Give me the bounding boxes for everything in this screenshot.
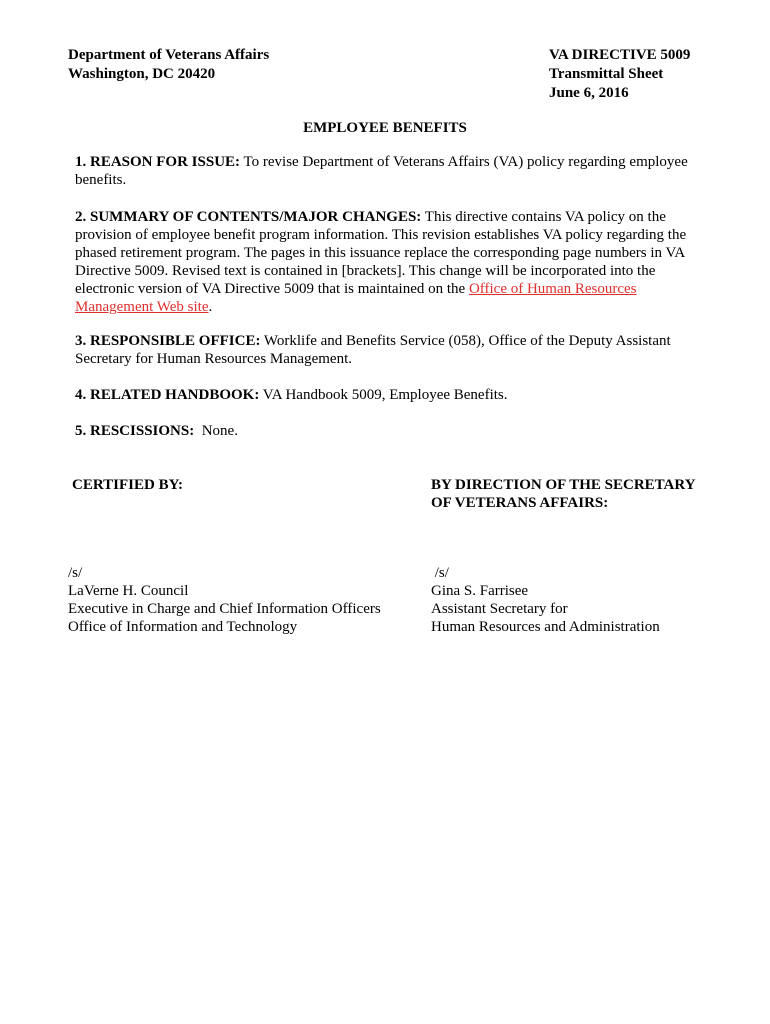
responsible-text: Worklife and Benefits Service (058), Office of the Deputy Assistant Secretary for Human Resources Management. [75, 333, 671, 367]
related-handbook-section [75, 386, 695, 404]
directive-number: VA DIRECTIVE 5009 [549, 47, 691, 63]
signer-signature-mark: /s/ [431, 565, 449, 581]
summary-tail: . [208, 299, 213, 315]
rescissions-section [75, 422, 695, 440]
directive-date: June 6, 2016 [549, 85, 629, 101]
handbook-text: VA Handbook 5009, Employee Benefits. [259, 387, 508, 403]
signer-name: Gina S. Farrisee [431, 583, 529, 599]
signer-title: Assistant Secretary for [431, 601, 568, 617]
directive-identifier [549, 46, 690, 103]
certifier-signature-mark: /s/ [68, 565, 83, 581]
department-location: Washington, DC 20420 [68, 66, 216, 82]
rescissions-text: None. [194, 423, 238, 439]
certified-by-heading [72, 476, 183, 494]
certifier-name: LaVerne H. Council [68, 583, 189, 599]
certifier-office: Office of Information and Technology [68, 619, 298, 635]
handbook-heading: 4. RELATED HANDBOOK: [75, 387, 260, 403]
hr-website-link[interactable]: Office of Human Resources Management Web site [75, 281, 637, 315]
summary-section [75, 208, 695, 316]
direction-line-2: OF VETERANS AFFAIRS: [431, 495, 609, 511]
reason-text: To revise Department of Veterans Affairs (VA) policy regarding employee benefits. [75, 154, 688, 188]
certified-by-label: CERTIFIED BY: [72, 477, 184, 493]
certifier-signature-block [68, 564, 381, 636]
issuer-address [68, 46, 269, 84]
responsible-office-section [75, 332, 695, 368]
reason-section [75, 153, 695, 189]
direction-line-1: BY DIRECTION OF THE SECRETARY [431, 477, 696, 493]
secretary-signature-block [431, 564, 660, 636]
direction-heading [431, 476, 696, 512]
signer-office: Human Resources and Administration [431, 619, 660, 635]
document-type: Transmittal Sheet [549, 66, 664, 82]
certifier-title: Executive in Charge and Chief Information Officers [68, 601, 381, 617]
summary-heading: 2. SUMMARY OF CONTENTS/MAJOR CHANGES: [75, 209, 422, 225]
page-title: EMPLOYEE BENEFITS [303, 120, 467, 136]
rescissions-heading: 5. RESCISSIONS: [75, 423, 195, 439]
summary-text: This directive contains VA policy on the provision of employee benefit program information. This revision establishes VA policy regarding the phased retirement program. The pages in this issuance replace the corresponding page numbers in VA Directive 5009. Revised text is contained in [brackets]. This change will be incorporated into the electronic version of VA Directive 5009 that is maintained on the [75, 209, 687, 297]
department-name: Department of Veterans Affairs [68, 47, 270, 63]
responsible-heading: 3. RESPONSIBLE OFFICE: [75, 333, 261, 349]
reason-heading: 1. REASON FOR ISSUE: [75, 154, 241, 170]
